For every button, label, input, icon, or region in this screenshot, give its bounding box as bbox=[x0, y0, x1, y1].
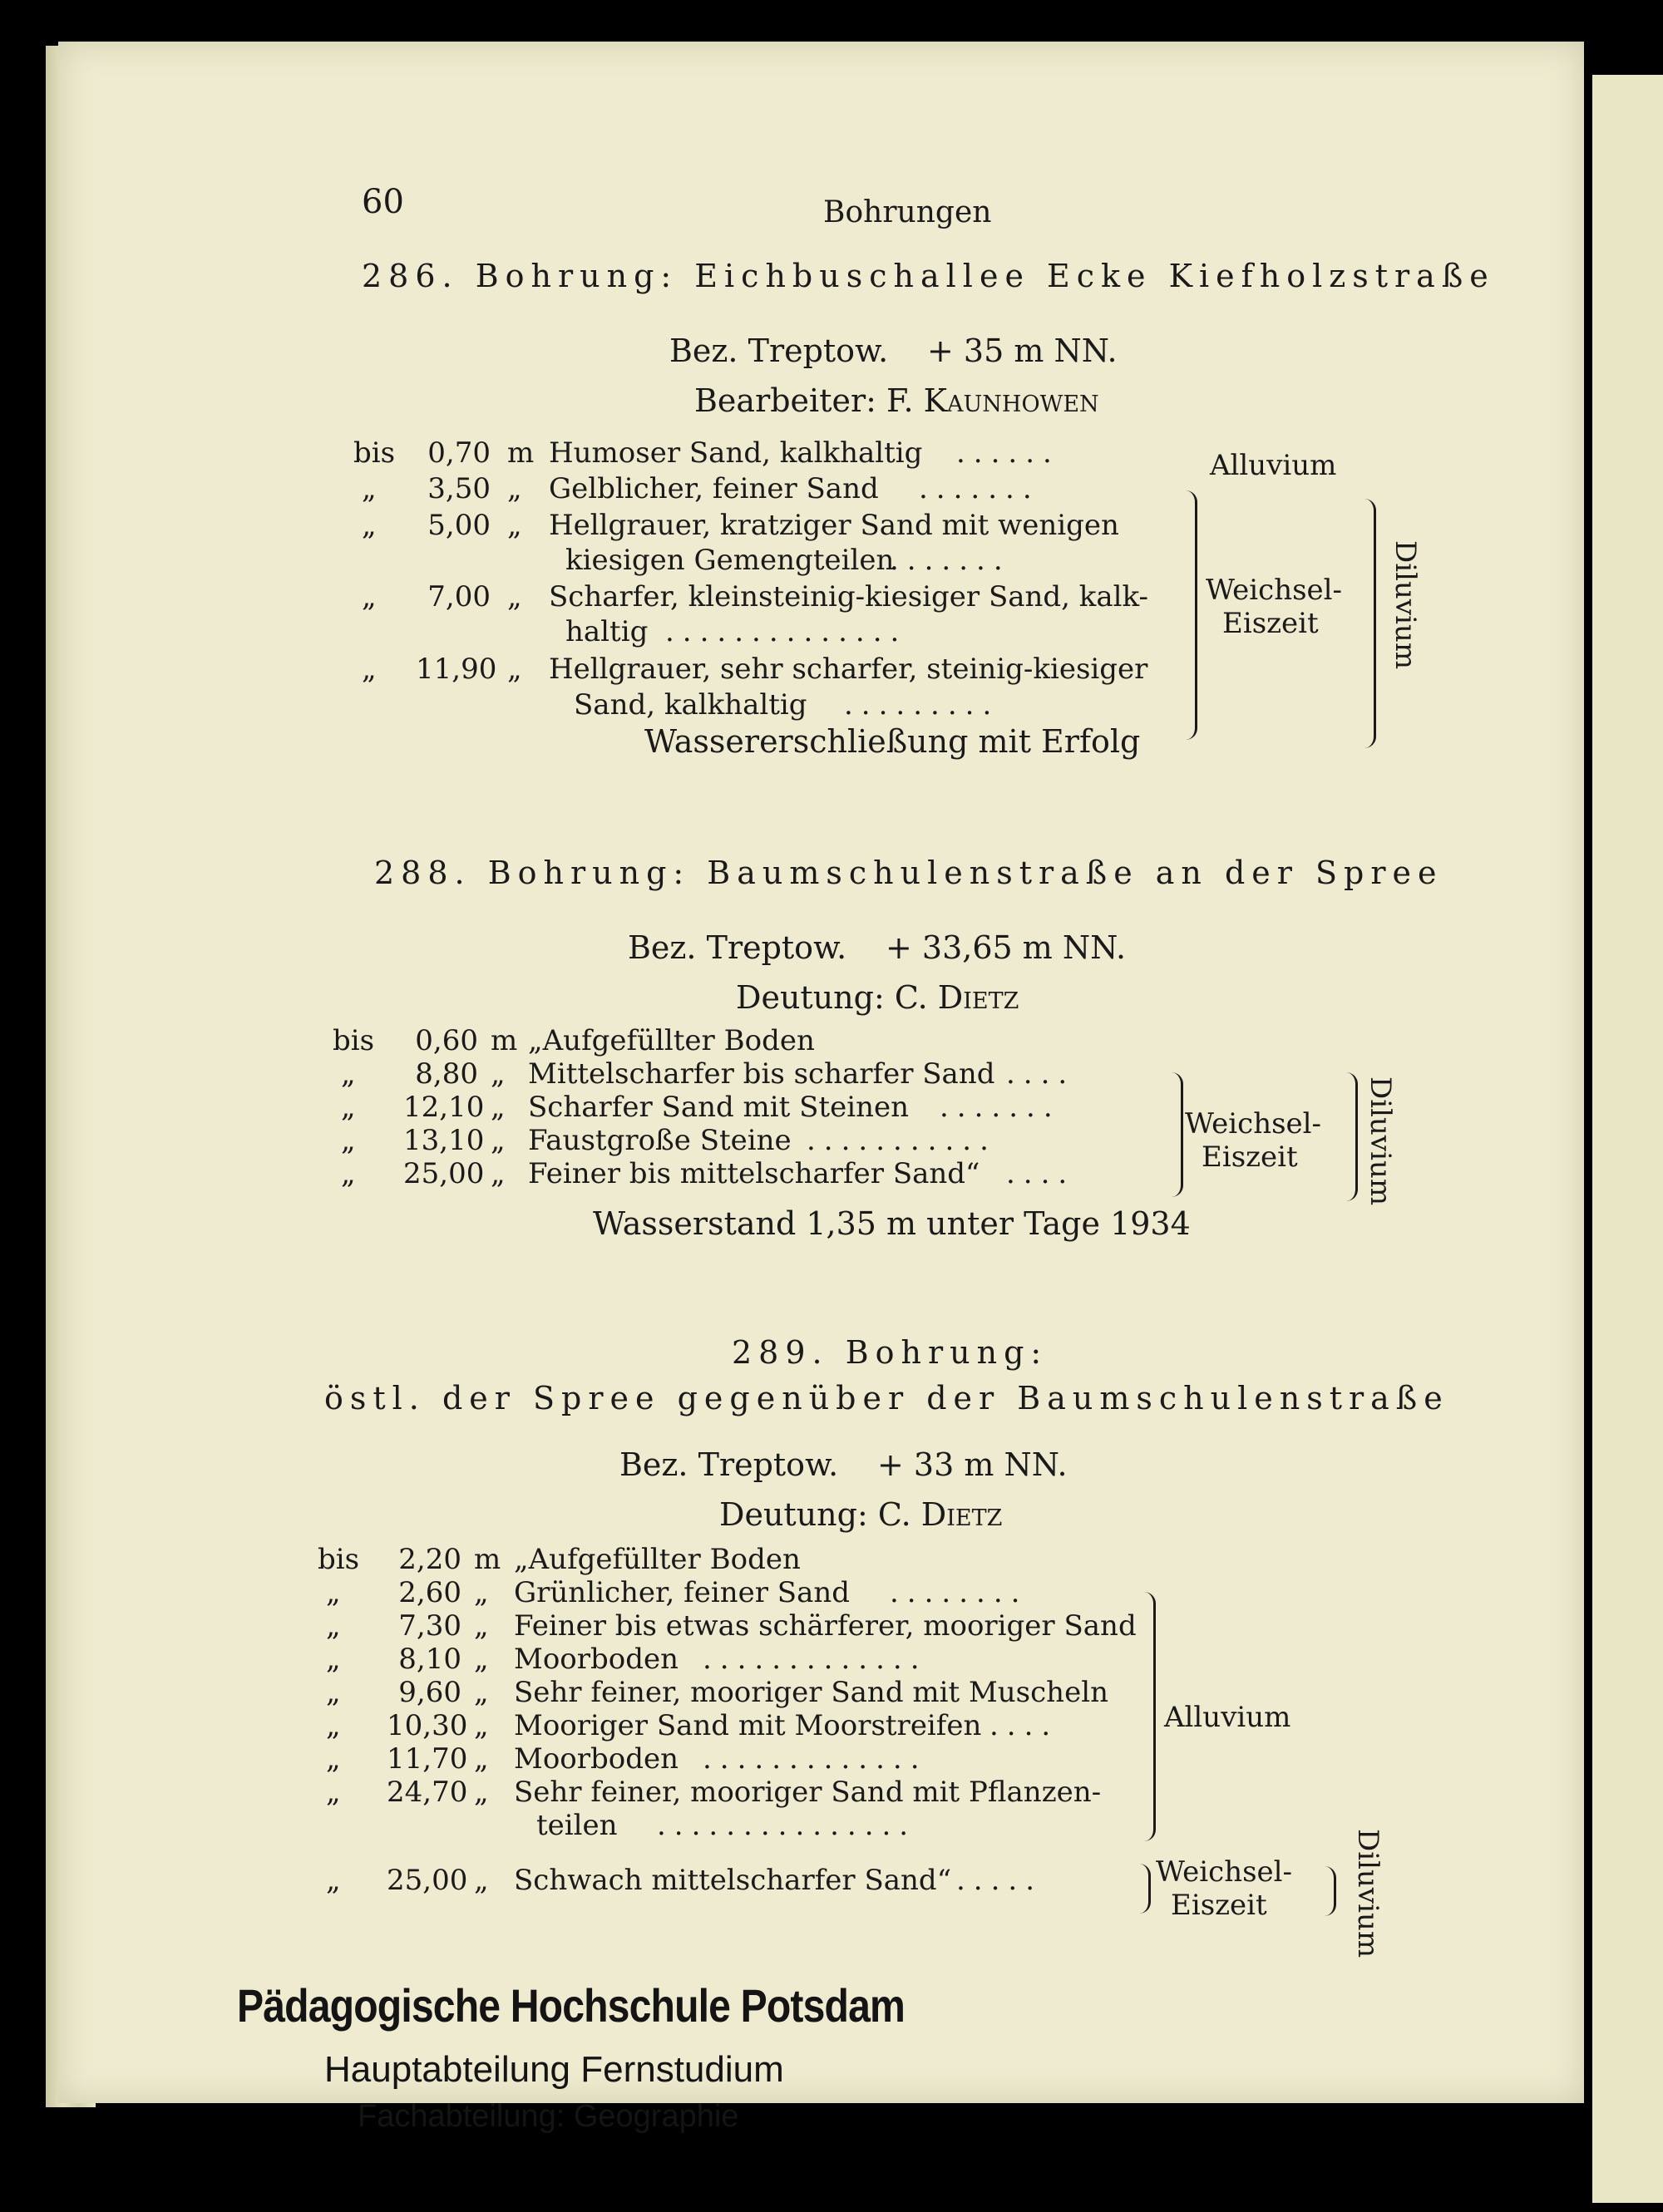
b288-editor bbox=[736, 979, 1019, 1016]
b286-period: Diluvium bbox=[1389, 540, 1422, 670]
facing-page-edge bbox=[1592, 75, 1663, 2203]
b286-editor-name: Kaunhowen bbox=[923, 382, 1099, 419]
b289-row-1-bis: „ bbox=[326, 1576, 341, 1609]
b289-row-0-desc: „Aufgefüllter Boden bbox=[514, 1543, 801, 1576]
b289-height: + 33 m NN. bbox=[877, 1446, 1068, 1483]
book-page bbox=[58, 42, 1584, 2134]
leader-dots: ........... bbox=[807, 1124, 997, 1157]
b288-row-4-desc: Feiner bis mittelscharfer Sand“ bbox=[528, 1157, 980, 1190]
b288-row-0-desc: „Aufgefüllter Boden bbox=[528, 1024, 815, 1057]
b289-row-8-desc: Schwach mittelscharfer Sand“ bbox=[514, 1864, 952, 1897]
b286-row-4-cont: Sand, kalkhaltig bbox=[574, 688, 807, 722]
b286-row-1-unit: „ bbox=[507, 472, 522, 505]
b286-row-0-desc: Humoser Sand, kalkhaltig bbox=[549, 436, 923, 470]
leader-dots: .............. bbox=[665, 615, 908, 648]
b286-note: Wassererschließung mit Erfolg bbox=[644, 723, 1141, 760]
leader-dots: ........ bbox=[890, 1576, 1029, 1609]
b289-row-5-depth: 10,30 bbox=[387, 1709, 468, 1742]
b286-row-3-cont: haltig bbox=[565, 615, 649, 648]
b288-row-1-bis: „ bbox=[341, 1057, 356, 1091]
stamp-line-2: Hauptabteilung Fernstudium bbox=[324, 2049, 784, 2090]
b289-row-7-depth: 24,70 bbox=[387, 1776, 468, 1809]
b288-row-2-depth: 12,10 bbox=[403, 1091, 485, 1124]
b289-row-6-depth: 11,70 bbox=[387, 1742, 468, 1776]
b286-strat-weichsel-1: Weichsel- bbox=[1206, 574, 1343, 607]
b289-row-2-desc: Feiner bis etwas schärferer, mooriger Sand bbox=[514, 1609, 1137, 1643]
b289-row-4-depth: 9,60 bbox=[398, 1676, 461, 1709]
b288-row-1-unit: „ bbox=[491, 1057, 506, 1091]
b288-row-2-unit: „ bbox=[491, 1091, 506, 1124]
b289-strat-weichsel-2: Eiszeit bbox=[1171, 1889, 1267, 1922]
b288-row-4-bis: „ bbox=[341, 1157, 356, 1190]
b288-row-3-bis: „ bbox=[341, 1124, 356, 1157]
b288-height: + 33,65 m NN. bbox=[886, 929, 1127, 966]
b286-row-2-unit: „ bbox=[507, 509, 522, 542]
b289-row-7-desc: Sehr feiner, mooriger Sand mit Pflanzen- bbox=[514, 1776, 1102, 1809]
b288-editor-name: Dietz bbox=[937, 979, 1019, 1016]
b288-row-0-depth: 0,60 bbox=[415, 1024, 478, 1057]
b286-editor-label: Bearbeiter: F. bbox=[694, 382, 914, 419]
b288-row-0-bis: bis bbox=[333, 1024, 375, 1057]
stamp-line-3: Fachabteilung: Geographie bbox=[358, 2099, 739, 2134]
b286-strat-alluvium: Alluvium bbox=[1210, 449, 1337, 482]
b286-row-4-depth: 11,90 bbox=[416, 653, 497, 686]
b289-row-7-unit: „ bbox=[474, 1776, 489, 1809]
b289-row-0-depth: 2,20 bbox=[398, 1543, 461, 1576]
b289-row-6-bis: „ bbox=[326, 1742, 341, 1776]
b289-brace-alluvium bbox=[1135, 1592, 1156, 1841]
leader-dots: ...... bbox=[956, 436, 1060, 470]
b289-row-8-unit: „ bbox=[474, 1864, 489, 1897]
b288-row-0-unit: m bbox=[491, 1024, 518, 1057]
b288-row-1-desc: Mittelscharfer bis scharfer Sand bbox=[528, 1057, 995, 1091]
b289-row-2-depth: 7,30 bbox=[398, 1609, 461, 1643]
b286-row-2-desc: Hellgrauer, kratziger Sand mit wenigen bbox=[549, 509, 1119, 542]
b286-row-4-unit: „ bbox=[507, 653, 522, 686]
stamp-line-1: Pädagogische Hochschule Potsdam bbox=[237, 1979, 905, 2032]
b289-row-8-bis: „ bbox=[326, 1864, 341, 1897]
b286-row-3-desc: Scharfer, kleinsteinig-kiesiger Sand, kalk- bbox=[549, 580, 1149, 613]
b289-strat-weichsel-1: Weichsel- bbox=[1156, 1855, 1293, 1889]
b286-row-3-bis: „ bbox=[362, 580, 377, 613]
b288-period: Diluvium bbox=[1364, 1076, 1397, 1206]
leader-dots: ..... bbox=[956, 1864, 1044, 1897]
b289-row-7-cont: teilen bbox=[536, 1809, 618, 1842]
b288-brace-weichsel bbox=[1164, 1072, 1183, 1197]
b289-row-0-bis: bis bbox=[318, 1543, 360, 1576]
b286-row-2-cont: kiesigen Gemengteilen bbox=[565, 544, 895, 577]
b289-title-1: 289. Bohrung: bbox=[732, 1334, 1049, 1371]
b288-row-3-unit: „ bbox=[491, 1124, 506, 1157]
b286-height: + 35 m NN. bbox=[927, 333, 1118, 369]
b286-row-2-depth: 5,00 bbox=[427, 509, 491, 542]
b289-row-2-bis: „ bbox=[326, 1609, 341, 1643]
b289-title-2: östl. der Spree gegenüber der Baumschulenstraße bbox=[324, 1380, 1449, 1416]
leader-dots: ............... bbox=[657, 1809, 917, 1842]
b289-row-3-bis: „ bbox=[326, 1643, 341, 1676]
b289-editor-label: Deutung: C. bbox=[719, 1496, 911, 1533]
leader-dots: ....... bbox=[940, 1091, 1061, 1124]
b289-brace-weichsel bbox=[1135, 1864, 1151, 1914]
b289-row-8-depth: 25,00 bbox=[387, 1864, 468, 1897]
b289-row-5-unit: „ bbox=[474, 1709, 489, 1742]
b288-brace-diluvium bbox=[1339, 1072, 1358, 1201]
b286-row-0-unit: m bbox=[507, 436, 535, 470]
b288-row-2-bis: „ bbox=[341, 1091, 356, 1124]
b286-editor bbox=[694, 382, 1099, 419]
b289-row-6-desc: Moorboden bbox=[514, 1742, 679, 1776]
leader-dots: ............. bbox=[703, 1742, 928, 1776]
b289-row-2-unit: „ bbox=[474, 1609, 489, 1643]
b286-row-4-bis: „ bbox=[362, 653, 377, 686]
b286-brace-diluvium bbox=[1355, 499, 1376, 748]
b289-row-3-desc: Moorboden bbox=[514, 1643, 679, 1676]
b288-row-3-desc: Faustgroße Steine bbox=[528, 1124, 792, 1157]
b288-row-1-depth: 8,80 bbox=[415, 1057, 478, 1091]
b289-row-3-unit: „ bbox=[474, 1643, 489, 1676]
b289-row-7-bis: „ bbox=[326, 1776, 341, 1809]
leader-dots: ....... bbox=[919, 472, 1040, 505]
b286-row-1-bis: „ bbox=[362, 472, 377, 505]
b289-row-1-depth: 2,60 bbox=[398, 1576, 461, 1609]
b289-editor bbox=[719, 1496, 1002, 1533]
b286-location: Bez. Treptow. bbox=[669, 333, 889, 369]
leader-dots: ............. bbox=[703, 1643, 928, 1676]
b289-row-4-desc: Sehr feiner, mooriger Sand mit Muscheln bbox=[514, 1676, 1108, 1709]
page-number: 60 bbox=[362, 183, 404, 221]
b289-row-0-unit: m bbox=[474, 1543, 501, 1576]
b289-row-5-bis: „ bbox=[326, 1709, 341, 1742]
b289-row-5-desc: Mooriger Sand mit Moorstreifen bbox=[514, 1709, 982, 1742]
b286-row-0-depth: 0,70 bbox=[427, 436, 491, 470]
b289-row-4-unit: „ bbox=[474, 1676, 489, 1709]
b286-brace-weichsel bbox=[1177, 490, 1197, 740]
b289-brace-diluvium bbox=[1322, 1866, 1336, 1916]
leader-dots: ......... bbox=[844, 688, 1000, 722]
b289-row-4-bis: „ bbox=[326, 1676, 341, 1709]
b288-editor-label: Deutung: C. bbox=[736, 979, 928, 1016]
b289-row-3-depth: 8,10 bbox=[398, 1643, 461, 1676]
b289-editor-name: Dietz bbox=[920, 1496, 1003, 1533]
b288-note: Wasserstand 1,35 m unter Tage 1934 bbox=[593, 1205, 1191, 1242]
running-head: Bohrungen bbox=[823, 195, 992, 229]
b289-period: Diluvium bbox=[1351, 1829, 1384, 1958]
b286-row-3-depth: 7,00 bbox=[427, 580, 491, 613]
b289-row-1-desc: Grünlicher, feiner Sand bbox=[514, 1576, 851, 1609]
b286-row-1-desc: Gelblicher, feiner Sand bbox=[549, 472, 879, 505]
b286-title: 286. Bohrung: Eichbuschallee Ecke Kiefholzstraße bbox=[362, 258, 1495, 294]
leader-dots: .... bbox=[1006, 1157, 1076, 1190]
leader-dots: .... bbox=[1006, 1057, 1076, 1091]
leader-dots: .... bbox=[989, 1709, 1059, 1742]
b289-strat-alluvium: Alluvium bbox=[1164, 1701, 1291, 1734]
b289-location: Bez. Treptow. bbox=[619, 1446, 839, 1483]
b288-row-4-unit: „ bbox=[491, 1157, 506, 1190]
b286-row-0-bis: bis bbox=[353, 436, 396, 470]
b288-row-3-depth: 13,10 bbox=[403, 1124, 485, 1157]
b288-strat-weichsel-1: Weichsel- bbox=[1185, 1107, 1322, 1140]
b289-row-6-unit: „ bbox=[474, 1742, 489, 1776]
b289-row-1-unit: „ bbox=[474, 1576, 489, 1609]
b286-row-3-unit: „ bbox=[507, 580, 522, 613]
b288-location: Bez. Treptow. bbox=[628, 929, 847, 966]
b288-row-2-desc: Scharfer Sand mit Steinen bbox=[528, 1091, 910, 1124]
b286-strat-weichsel-2: Eiszeit bbox=[1222, 607, 1319, 640]
b286-row-2-bis: „ bbox=[362, 509, 377, 542]
b288-title: 288. Bohrung: Baumschulenstraße an der Spree bbox=[374, 855, 1443, 891]
b288-row-4-depth: 25,00 bbox=[403, 1157, 485, 1190]
leader-dots: ....... bbox=[890, 544, 1011, 577]
b286-row-1-depth: 3,50 bbox=[427, 472, 491, 505]
b286-row-4-desc: Hellgrauer, sehr scharfer, steinig-kiesiger bbox=[549, 653, 1148, 686]
b288-strat-weichsel-2: Eiszeit bbox=[1202, 1140, 1298, 1174]
